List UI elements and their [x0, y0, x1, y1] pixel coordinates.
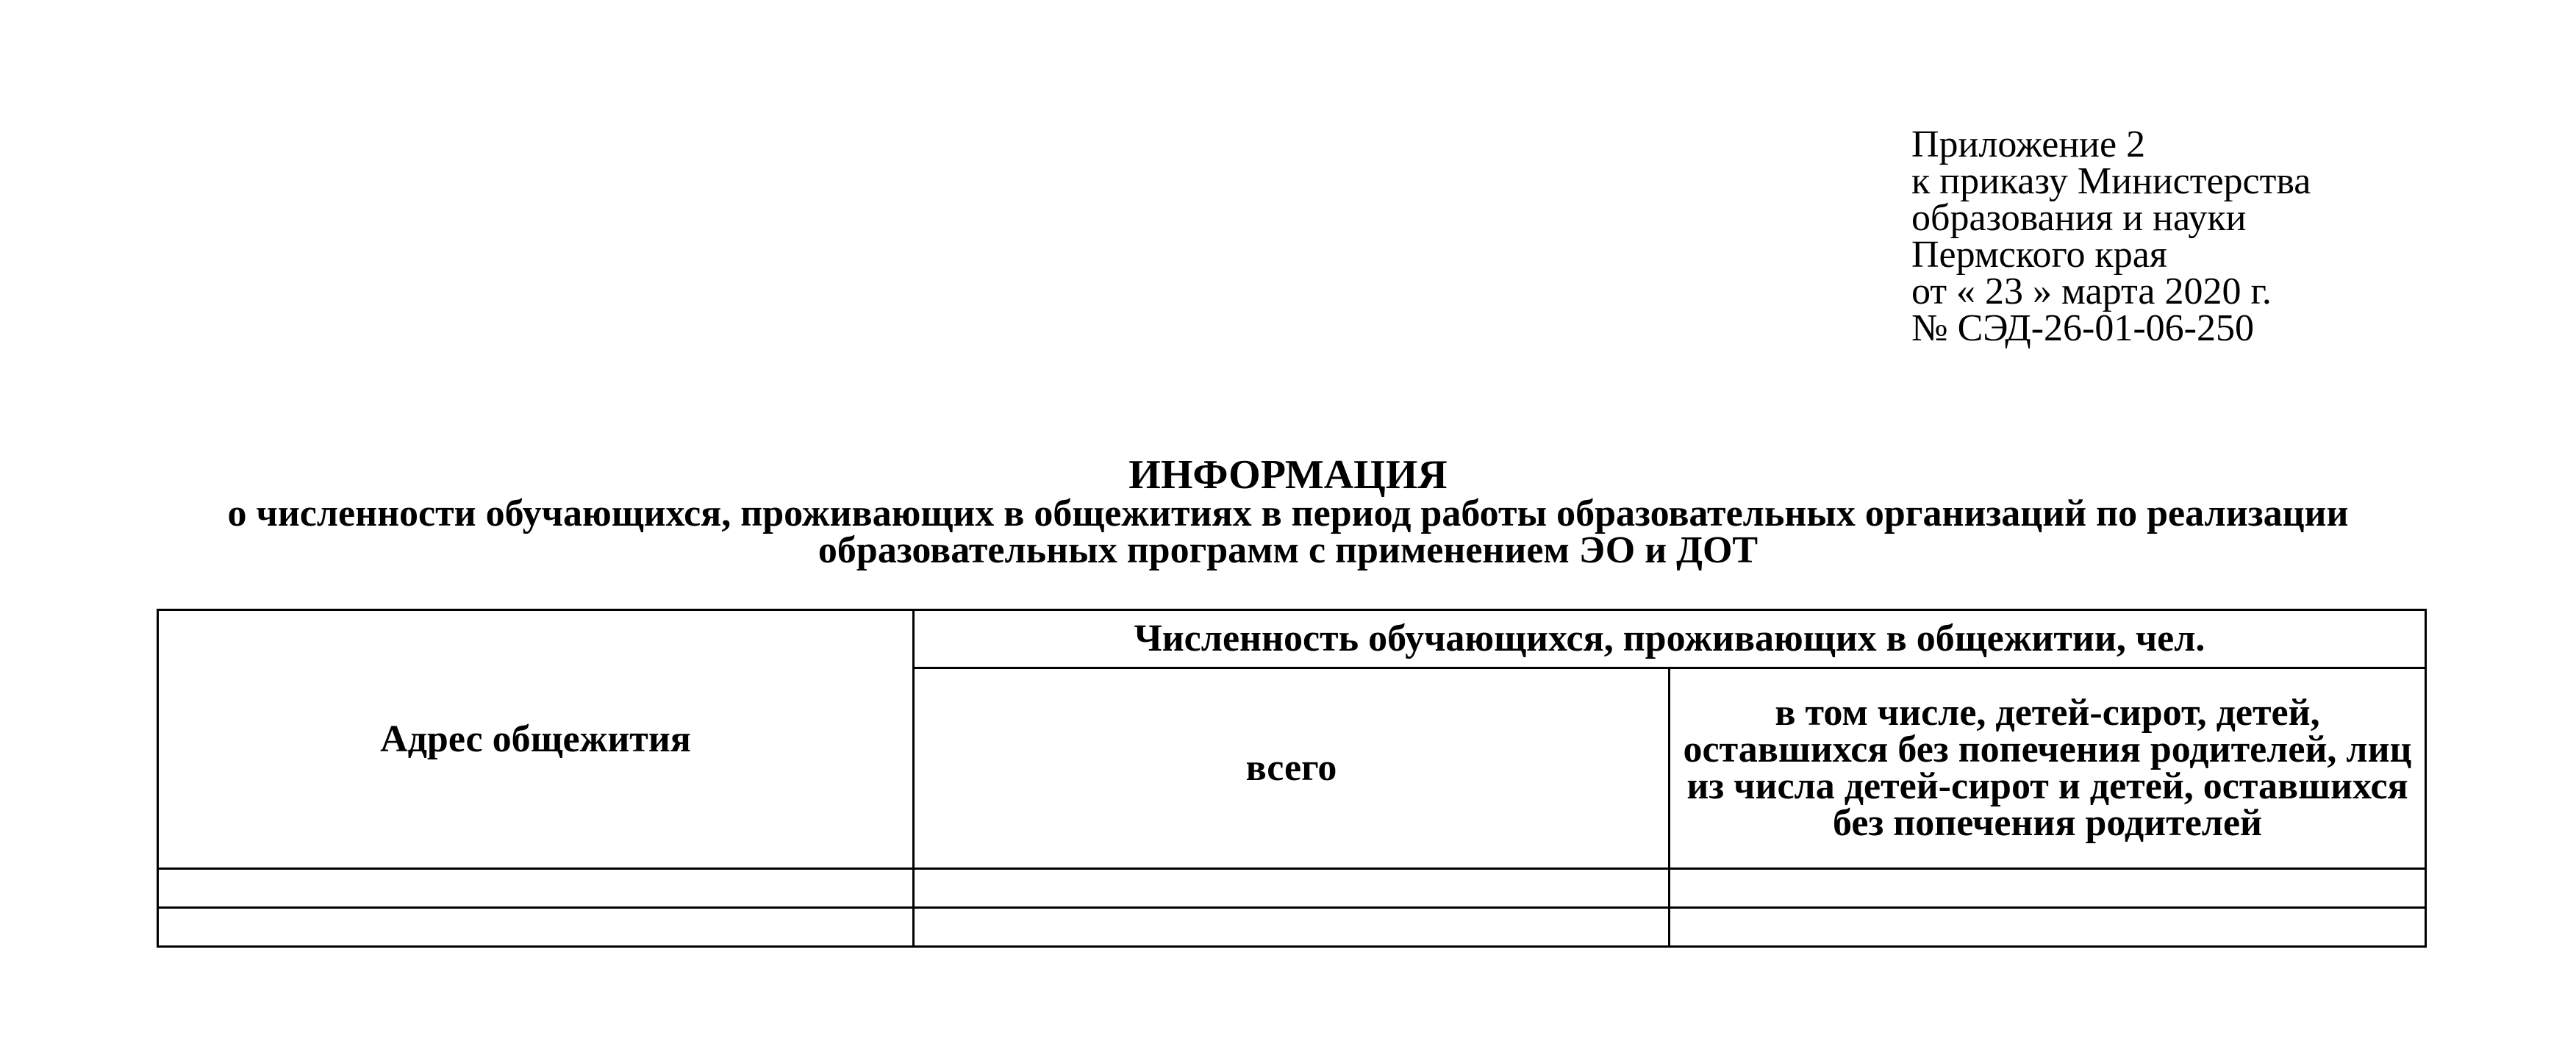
date-suffix: г. [2250, 271, 2272, 312]
date-day: 23 [1985, 271, 2024, 312]
info-table [157, 609, 2427, 948]
table-row [158, 908, 2426, 947]
header-total: всего [914, 668, 1670, 869]
appendix-line-1: Приложение 2 [1911, 124, 2146, 165]
table-cell[interactable] [914, 869, 1670, 908]
appendix-line-3: образования и науки [1911, 197, 2247, 239]
appendix-date [1911, 273, 2408, 310]
date-open-quote: « [1956, 271, 1976, 312]
appendix-block [1911, 126, 2408, 347]
table-row [158, 869, 2426, 908]
header-address: Адрес общежития [158, 610, 914, 869]
date-year: 2020 [2164, 271, 2242, 312]
table-cell[interactable] [1670, 908, 2426, 947]
appendix-line-4: Пермского края [1911, 234, 2167, 276]
appendix-number: № СЭД-26-01-06-250 [1911, 307, 2254, 349]
document-title: ИНФОРМАЦИЯ [1128, 452, 1448, 498]
date-prefix: от [1911, 271, 1947, 312]
header-group: Численность обучающихся, проживающих в общежитии, чел. [914, 610, 2426, 668]
document-heading [0, 454, 2576, 569]
table-cell[interactable] [158, 869, 914, 908]
table-cell[interactable] [1670, 869, 2426, 908]
date-month: марта [2061, 271, 2155, 312]
document-subtitle: о численности обучающихся, проживающих в общежитиях в период работы образовательных организаций по реализации образовательных программ с применением ЭО и ДОТ [227, 493, 2349, 571]
date-close-quote: » [2033, 271, 2053, 312]
appendix-line-2: к приказу Министерства [1911, 160, 2311, 202]
table-cell[interactable] [158, 908, 914, 947]
table-cell[interactable] [914, 908, 1670, 947]
header-orphans: в том числе, детей-сирот, детей, оставшихся без попечения родителей, лиц из числа детей-сирот и детей, оставшихся без попечения родителей [1670, 668, 2426, 869]
